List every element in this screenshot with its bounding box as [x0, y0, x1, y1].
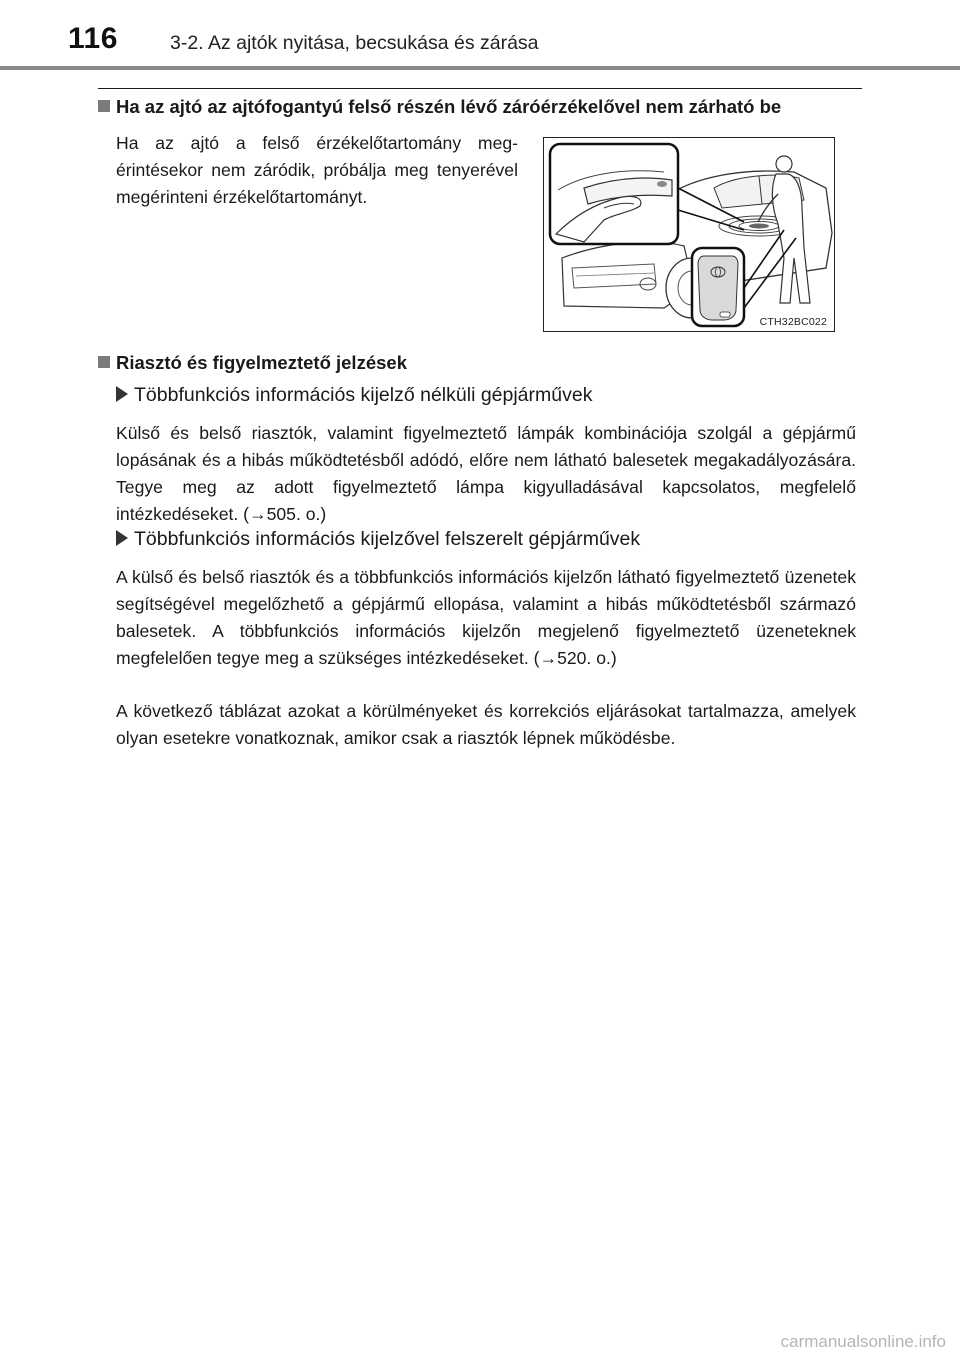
square-bullet-icon — [98, 100, 110, 112]
table-intro-paragraph: A következő táblázat azokat a körülményeket és korrekciós eljárásokat tartalmazza, amelyek olyan esetekre vonatkoznak, amikor csak a riasztók lépnek működésbe. — [116, 701, 856, 748]
sub-heading-with-display — [116, 528, 640, 551]
sub-heading-text: Többfunkciós információs kijelzővel felszerelt gépjárművek — [134, 528, 641, 550]
header-rule — [0, 66, 960, 70]
square-bullet-icon — [98, 356, 110, 368]
section-divider — [98, 88, 862, 89]
door-handle-figure — [543, 137, 835, 332]
chapter-title: 3-2. Az ajtók nyitása, becsukása és zárása — [170, 32, 539, 54]
figure-code: CTH32BC022 — [759, 316, 827, 328]
section-heading-text: Ha az ajtó az ajtófogantyú felső részén lévő záróérzékelővel nem zárható be — [116, 96, 782, 117]
car-door-handle-touch-illustration-icon — [544, 138, 834, 331]
section-heading-text: Riasztó és figyelmeztető jelzések — [116, 352, 407, 373]
sub-heading-text: Többfunkciós információs kijelző nélküli gépjárművek — [134, 384, 593, 406]
no-display-paragraph: Külső és belső riasztók, valamint figyelmeztető lámpák kombinációja szolgál a gépjármű lopásának és a hibás működtetésből adódó, előre nem látható balesetek megakadályozására. Tegye meg az adott figyelmeztető lámpa kigyulladásával kapcsolatos, megfelelő intézkedéseket. (→505. o.) — [116, 423, 856, 524]
triangle-bullet-icon — [116, 530, 128, 546]
with-display-paragraph: A külső és belső riasztók és a többfunkciós információs kijelzőn látható figyelmeztető üzenetek segítségével megelőzhető a gépjármű ellopása, valamint a hibás működtetésből származó balesetek. A többfunkciós információs kijelzőn megjelenő figyelmeztető üzeneteknek megfelelően tegye meg a szükséges intézkedéseket. (→520. o.) — [116, 567, 856, 668]
section-heading-alarms — [98, 352, 407, 374]
footer-watermark: carmanualsonline.info — [780, 1332, 946, 1351]
sub-heading-no-display — [116, 384, 592, 407]
page-number: 116 — [68, 22, 118, 55]
section-heading-door-lock — [98, 96, 781, 118]
triangle-bullet-icon — [116, 386, 128, 402]
door-lock-paragraph: Ha az ajtó a felső érzékelőtartomány megérintésekor nem záródik, próbálja meg tenyerével megérinteni érzékelőtartományt. — [116, 133, 518, 207]
